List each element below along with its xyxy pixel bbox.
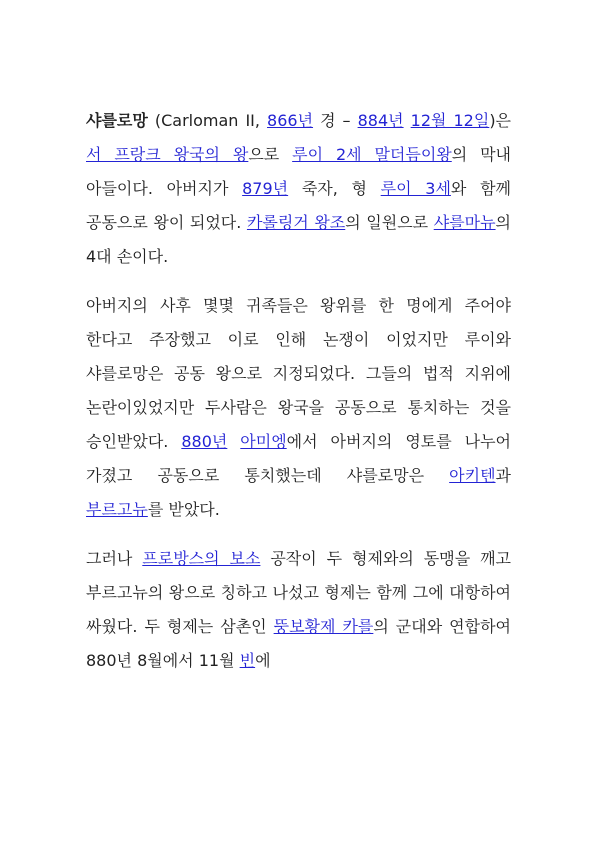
paragraph-succession	[86, 289, 511, 527]
link-884[interactable]: 884년	[357, 111, 404, 130]
text-run: 과	[495, 466, 511, 485]
link-boso-of-provence[interactable]: 프로방스의 보소	[142, 549, 261, 568]
text-run: 의 일원으로	[345, 213, 434, 232]
text-run	[227, 432, 240, 451]
text-run: 의 막내 아들이다. 아버지가	[86, 145, 512, 198]
text-run: 아버지의 사후 몇몇 귀족들은 왕위를 한 명에게 주어야 한다고 주장했고 이로 인해 논쟁이 이었지만 루이와 샤를로망은 공동 왕으로 지정되었다. 그들의 법적 지위에 논란이있었지만 두사람은 왕국을 공동으로 통치하는 것을 승인받았다.	[86, 296, 511, 451]
link-amiens[interactable]: 아미엥	[240, 432, 287, 451]
paragraph-war	[86, 542, 511, 678]
link-west-francia-king[interactable]: 서 프랑크 왕국의 왕	[86, 145, 249, 164]
article-body	[86, 104, 511, 678]
text-run: 에	[255, 651, 271, 670]
text-run: 그러나	[86, 549, 143, 568]
text-run: 공작이 두 형제와의 동맹을 깨고 부르고뉴의 왕으로 칭하고 나섰고 형제는 함께 그에 대항하여 싸웠다. 두 형제는 삼촌인	[86, 549, 511, 636]
article-subject: 샤를로망	[86, 111, 148, 130]
link-vienne[interactable]: 빈	[239, 651, 256, 670]
text-run: 를 받았다.	[147, 500, 220, 519]
link-866[interactable]: 866년	[267, 111, 314, 130]
text-run: 죽자, 형	[288, 179, 381, 198]
link-880[interactable]: 880년	[181, 432, 228, 451]
text-run: 의 4대 손이다.	[86, 213, 512, 266]
link-carolingian-dynasty[interactable]: 카롤링거 왕조	[246, 213, 346, 232]
text-run: 와 함께 공동으로 왕이 되었다.	[86, 179, 511, 232]
text-run: 으로	[248, 145, 293, 164]
text-run: )은	[489, 111, 512, 130]
paragraph-intro	[86, 104, 511, 274]
link-louis-iii[interactable]: 루이 3세	[380, 179, 451, 198]
link-aquitaine[interactable]: 아키텐	[449, 466, 496, 485]
text-run: (Carloman II,	[147, 111, 268, 130]
link-879[interactable]: 879년	[242, 179, 289, 198]
link-dec-12[interactable]: 12월 12일	[410, 111, 490, 130]
link-burgundy[interactable]: 부르고뉴	[86, 500, 148, 519]
text-run: 경 –	[313, 111, 358, 130]
text-run: 에서 아버지의 영토를 나누어 가졌고 공동으로 통치했는데 샤를로망은	[86, 432, 512, 485]
link-charles-the-fat[interactable]: 뚱보황제 카를	[273, 617, 374, 636]
link-charlemagne[interactable]: 샤를마뉴	[433, 213, 496, 232]
link-louis-ii[interactable]: 루이 2세 말더듬이왕	[292, 145, 452, 164]
text-run	[404, 111, 411, 130]
text-run: 의 군대와 연합하여 880년 8월에서 11월	[86, 617, 511, 670]
